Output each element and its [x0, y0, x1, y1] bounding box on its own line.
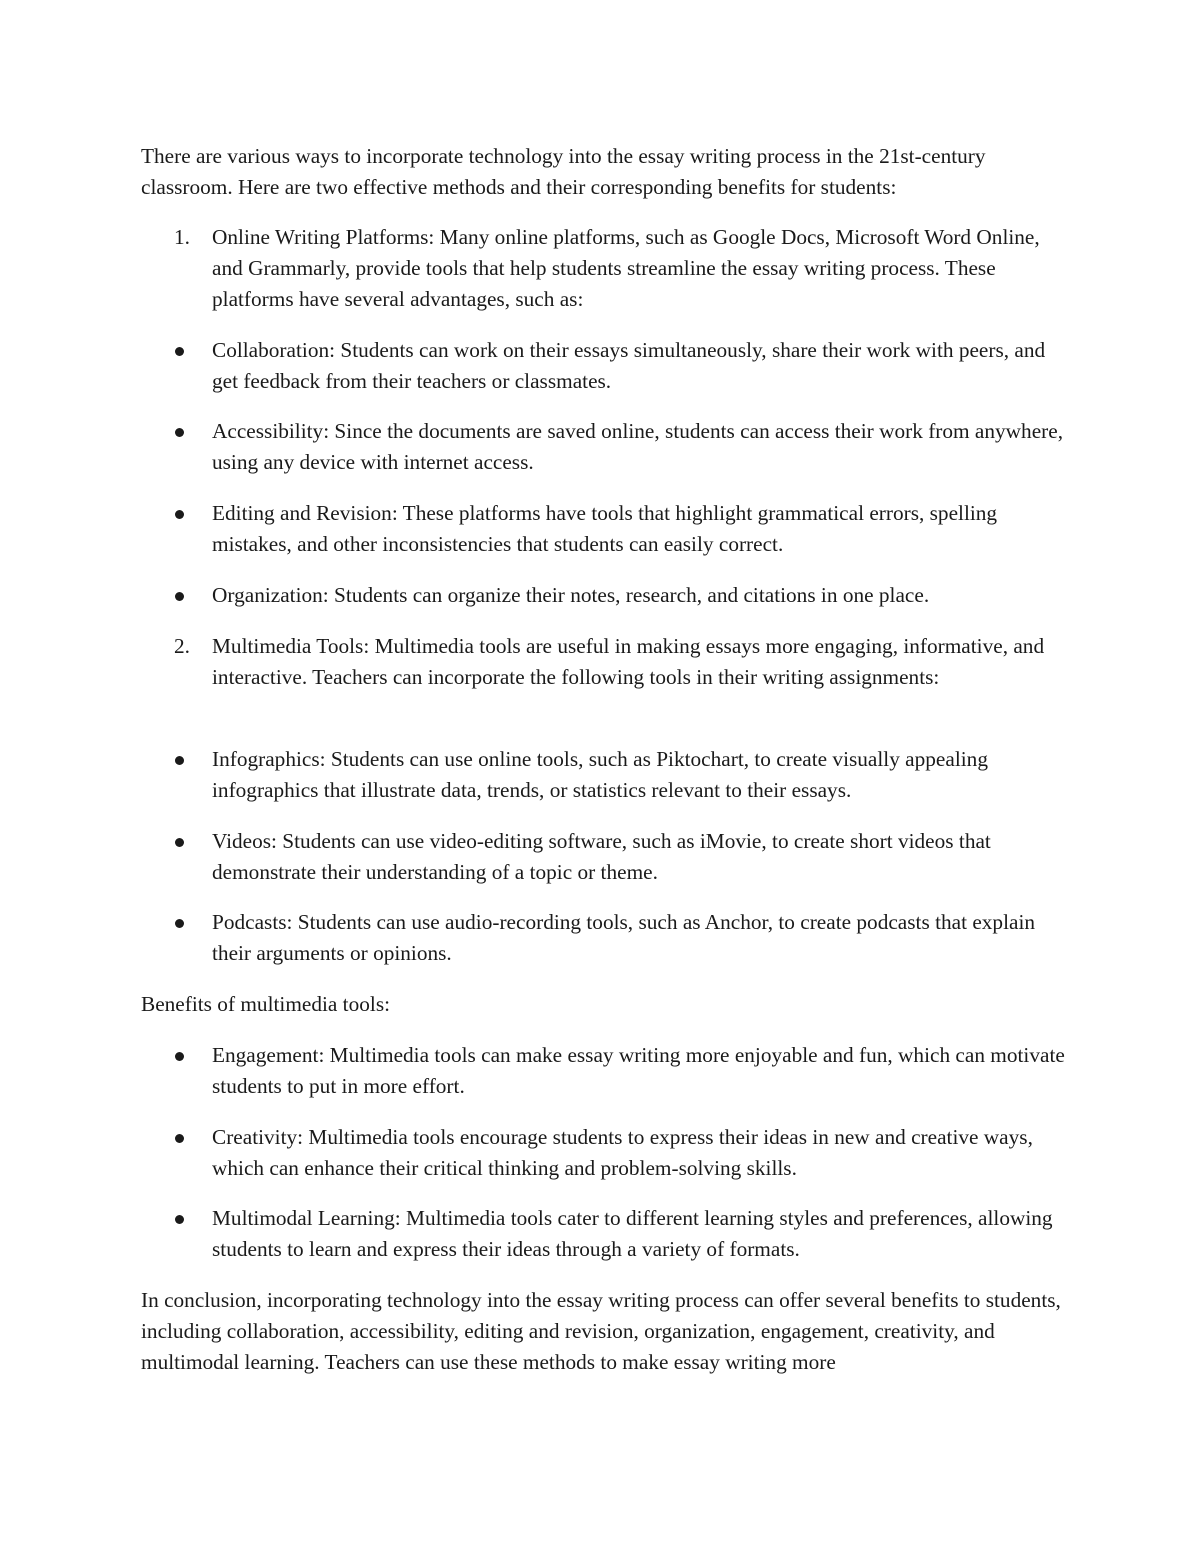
bullet-icon: [175, 838, 184, 847]
bullet-icon: [175, 428, 184, 437]
bullet-item-text: Videos: Students can use video-editing software, such as iMovie, to create short videos that demonstrate their understanding of a topic or theme.: [212, 829, 991, 884]
bullet-item-text: Creativity: Multimedia tools encourage students to express their ideas in new and creative ways, which can enhance their critical thinking and problem-solving skills.: [212, 1125, 1033, 1180]
bullet-item-text: Collaboration: Students can work on their essays simultaneously, share their work with peers, and get feedback from their teachers or classmates.: [212, 338, 1046, 393]
benefits-heading: Benefits of multimedia tools:: [141, 992, 391, 1016]
list-item-text: Multimedia Tools: Multimedia tools are useful in making essays more engaging, informative, and interactive. Teachers can incorporate the following tools in their writing assignments:: [212, 634, 1045, 689]
bullet-icon: [175, 347, 184, 356]
bullet-icon: [175, 510, 184, 519]
bullet-icon: [175, 1215, 184, 1224]
bullet-item-text: Editing and Revision: These platforms have tools that highlight grammatical errors, spelling mistakes, and other inconsistencies that students can easily correct.: [212, 501, 998, 556]
bullet-icon: [175, 756, 184, 765]
conclusion-paragraph: In conclusion, incorporating technology into the essay writing process can offer several benefits to students, including collaboration, accessibility, editing and revision, organization, engagement, creativity, and multimodal learning. Teachers can use these methods to make essay writing more: [141, 1288, 1061, 1374]
bullet-icon: [175, 1134, 184, 1143]
bullet-item-text: Accessibility: Since the documents are saved online, students can access their work from anywhere, using any device with internet access.: [212, 419, 1064, 474]
bullet-item-text: Engagement: Multimedia tools can make essay writing more enjoyable and fun, which can motivate students to put in more effort.: [212, 1043, 1065, 1098]
intro-paragraph: There are various ways to incorporate technology into the essay writing process in the 21st-century classroom. Here are two effective methods and their corresponding benefits for students:: [141, 144, 986, 199]
bullet-icon: [175, 1052, 184, 1061]
bullet-item-text: Organization: Students can organize their notes, research, and citations in one place.: [212, 583, 930, 607]
bullet-icon: [175, 919, 184, 928]
bullet-item-text: Podcasts: Students can use audio-recording tools, such as Anchor, to create podcasts that explain their arguments or opinions.: [212, 910, 1036, 965]
list-item-text: Online Writing Platforms: Many online platforms, such as Google Docs, Microsoft Word Online, and Grammarly, provide tools that help students streamline the essay writing process. These platforms have several advantages, such as:: [212, 225, 1040, 311]
bullet-item-text: Multimodal Learning: Multimedia tools cater to different learning styles and preferences, allowing students to learn and express their ideas through a variety of formats.: [212, 1206, 1053, 1261]
list-number: 1.: [174, 225, 190, 249]
list-number: 2.: [174, 634, 190, 658]
bullet-icon: [175, 592, 184, 601]
bullet-item-text: Infographics: Students can use online tools, such as Piktochart, to create visually appealing infographics that illustrate data, trends, or statistics relevant to their essays.: [212, 747, 988, 802]
